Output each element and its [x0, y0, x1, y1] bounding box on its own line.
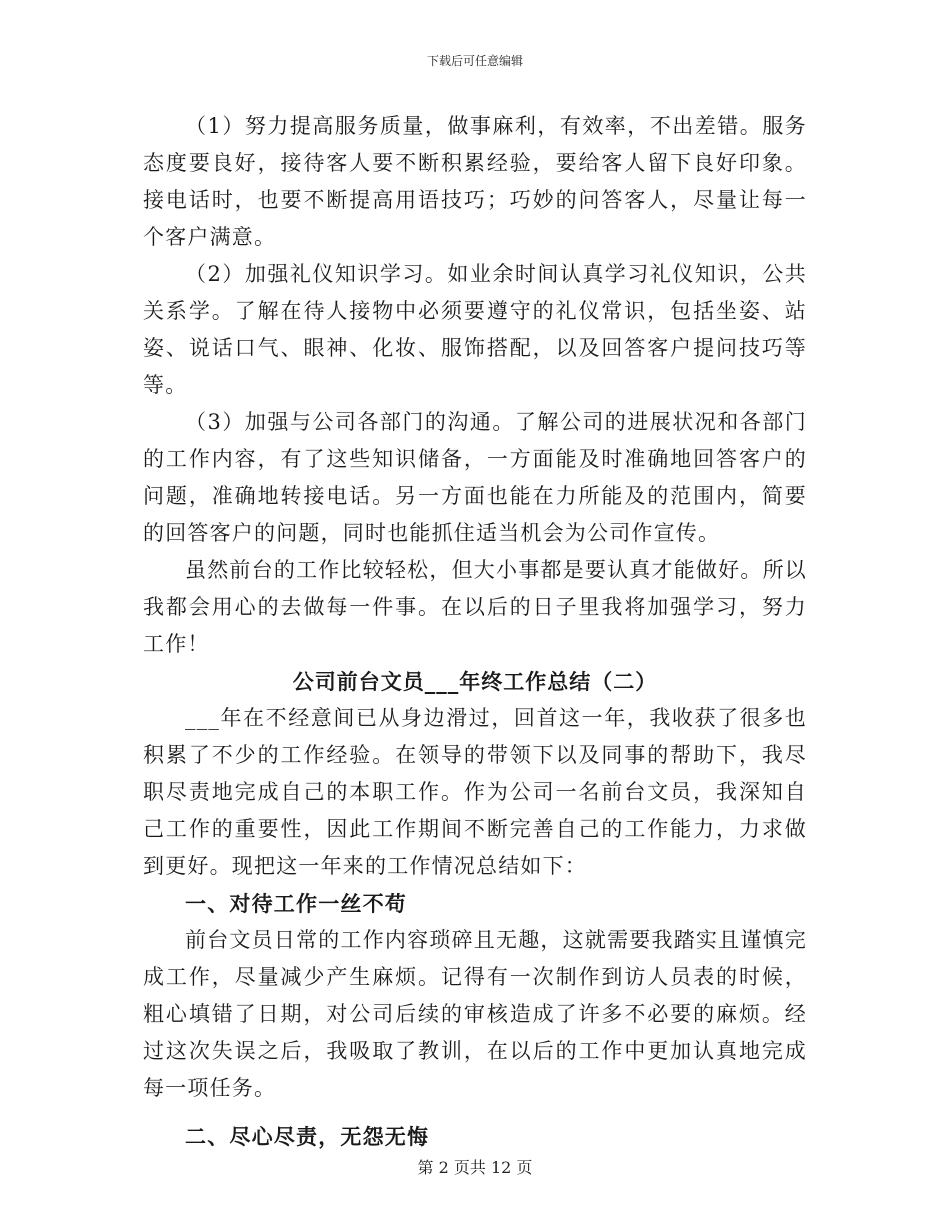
section-heading-1: 一、对待工作一丝不苟: [185, 891, 407, 916]
section-heading-2: 二、尽心尽责，无怨无悔: [185, 1124, 430, 1149]
paragraph-communication: （3）加强与公司各部门的沟通。了解公司的进展状况和各部门的工作内容，有了这些知识储备，一方面能及时准确地回答客户的问题，准确地转接电话。另一方面也能在力所能及的范围内，简要的回答客户的问题，同时也能抓住适当机会为公司作宣传。: [143, 410, 807, 545]
page-header: 下载后可任意编辑: [426, 54, 523, 68]
page-footer: 第 2 页共 12 页: [417, 1158, 533, 1177]
paragraph-service-quality: （1）努力提高服务质量，做事麻利，有效率，不出差错。服务态度要良好，接待客人要不断积累经验，要给客人留下良好印象。接电话时，也要不断提高用语技巧；巧妙的问答客人，尽量让每一个客户满意。: [143, 114, 807, 249]
section-title: 公司前台文员___年终工作总结（二）: [292, 669, 658, 694]
paragraph-etiquette: （2）加强礼仪知识学习。如业余时间认真学习礼仪知识，公共关系学。了解在待人接物中必须要遵守的礼仪常识，包括坐姿、站姿、说话口气、眼神、化妆、服饰搭配，以及回答客户提问技巧等等。: [143, 262, 807, 397]
paragraph-meticulous: 前台文员日常的工作内容琐碎且无趣，这就需要我踏实且谨慎完成工作，尽量减少产生麻烦。记得有一次制作到访人员表的时候，粗心填错了日期，对公司后续的审核造成了许多不必要的麻烦。经过这次失误之后，我吸取了教训，在以后的工作中更加认真地完成每一项任务。: [143, 928, 807, 1100]
paragraph-conclusion: 虽然前台的工作比较轻松，但大小事都是要认真才能做好。所以我都会用心的去做每一件事。在以后的日子里我将加强学习，努力工作！: [143, 558, 807, 656]
paragraph-intro: ___年在不经意间已从身边滑过，回首这一年，我收获了很多也积累了不少的工作经验。在领导的带领下以及同事的帮助下，我尽职尽责地完成自己的本职工作。作为公司一名前台文员，我深知自己工作的重要性，因此工作期间不断完善自己的工作能力，力求做到更好。现把这一年来的工作情况总结如下：: [143, 706, 807, 878]
document-body: [143, 108, 807, 1155]
